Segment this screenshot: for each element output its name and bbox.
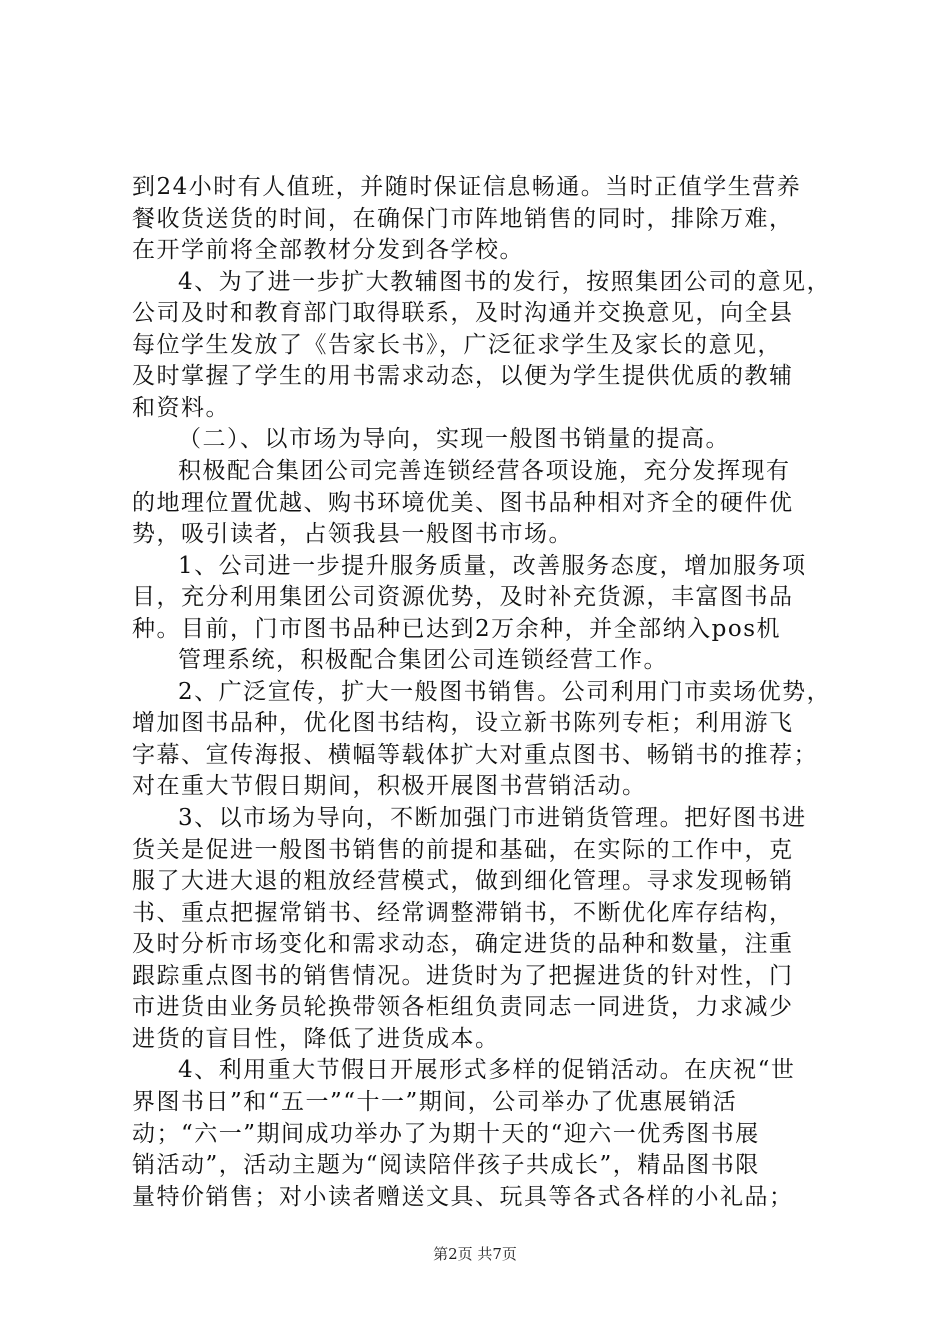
body-text-line: 动；“六一”期间成功举办了为期十天的“迎六一优秀图书展	[132, 1120, 760, 1147]
body-text-line: 货关是促进一般图书销售的前提和基础，在实际的工作中，克	[132, 836, 794, 863]
body-text-line: 的地理位置优越、购书环境优美、图书品种相对齐全的硬件优	[132, 489, 794, 516]
body-text-line: 管理系统，积极配合集团公司连锁经营工作。	[178, 647, 668, 674]
body-text-line: 4、为了进一步扩大教辅图书的发行，按照集团公司的意见，	[178, 268, 832, 295]
body-text-line: 服了大进大退的粗放经营模式，做到细化管理。寻求发现畅销	[132, 868, 794, 895]
body-text-line: 和资料。	[132, 394, 230, 421]
body-text-line: 字幕、宣传海报、横幅等载体扩大对重点图书、畅销书的推荐；	[132, 741, 818, 768]
body-text-line: 量特价销售；对小读者赠送文具、玩具等各式各样的小礼品；	[132, 1183, 794, 1210]
body-text-line: （二）、以市场为导向，实现一般图书销量的提高。	[178, 426, 730, 453]
body-text-line: 种。目前，门市图书品种已达到2万余种，并全部纳入pos机	[132, 615, 782, 642]
body-text-line: 积极配合集团公司完善连锁经营各项设施，充分发挥现有	[178, 457, 791, 484]
body-text-line: 目，充分利用集团公司资源优势，及时补充货源，丰富图书品	[132, 584, 794, 611]
body-text-line: 销活动”，活动主题为“阅读陪伴孩子共成长”，精品图书限	[132, 1152, 760, 1179]
body-text-line: 3、以市场为导向，不断加强门市进销货管理。把好图书进	[178, 805, 807, 831]
page-footer: 第2页 共7页	[433, 1245, 517, 1263]
body-text-line: 市进货由业务员轮换带领各柜组负责同志一同进货，力求减少	[132, 994, 794, 1021]
body-text-line: 界图书日”和“五一”“十一”期间，公司举办了优惠展销活	[132, 1088, 738, 1115]
body-text-line: 1、公司进一步提升服务质量，改善服务态度，增加服务项	[178, 552, 807, 579]
body-text-line: 进货的盲目性，降低了进货成本。	[132, 1025, 500, 1052]
body-text-line: 跟踪重点图书的销售情况。进货时为了把握进货的针对性，门	[132, 962, 794, 989]
body-text-line: 餐收货送货的时间，在确保门市阵地销售的同时，排除万难，	[132, 205, 794, 232]
body-text-line: 4、利用重大节假日开展形式多样的促销活动。在庆祝“世	[178, 1057, 796, 1084]
body-text-line: 在开学前将全部教材分发到各学校。	[132, 237, 524, 264]
body-text-line: 及时分析市场变化和需求动态，确定进货的品种和数量，注重	[132, 931, 794, 958]
body-text-line: 每位学生发放了《告家长书》，广泛征求学生及家长的意见，	[132, 331, 782, 358]
body-text-line: 增加图书品种，优化图书结构，设立新书陈列专柜；利用游飞	[132, 710, 794, 737]
body-text-line: 及时掌握了学生的用书需求动态，以便为学生提供优质的教辅	[132, 363, 794, 390]
body-text-line: 对在重大节假日期间，积极开展图书营销活动。	[132, 773, 647, 800]
body-text-line: 书、重点把握常销书、经常调整滞销书，不断优化库存结构，	[132, 899, 794, 926]
body-text-line: 势，吸引读者，占领我县一般图书市场。	[132, 521, 573, 548]
body-text-line: 到24小时有人值班，并随时保证信息畅通。当时正值学生营养	[132, 174, 802, 200]
body-text-line: 公司及时和教育部门取得联系，及时沟通并交换意见，向全县	[132, 300, 794, 327]
body-text-line: 2、广泛宣传，扩大一般图书销售。公司利用门市卖场优势，	[178, 678, 832, 705]
